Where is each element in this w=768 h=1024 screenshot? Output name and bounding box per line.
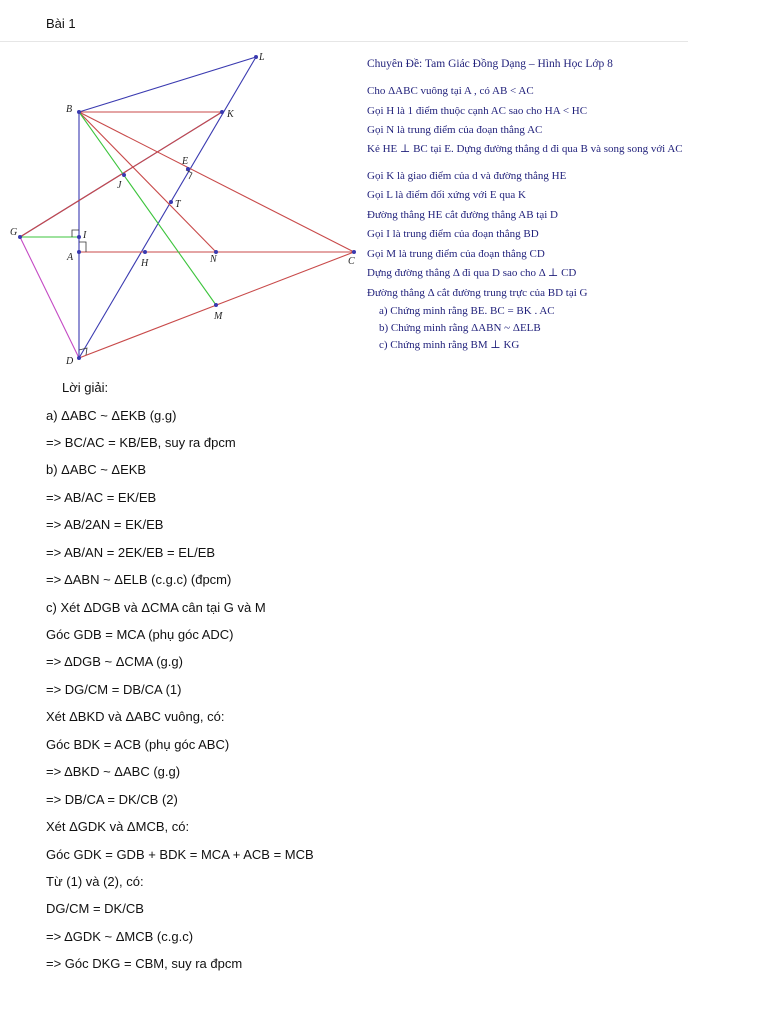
question-b: b) Chứng minh rằng ΔABN ~ ΔELB xyxy=(379,321,541,334)
solution-section xyxy=(46,380,314,984)
label-b: B xyxy=(66,104,73,115)
solution-line: => BC/AC = KB/EB, suy ra đpcm xyxy=(46,434,236,450)
point-h xyxy=(143,250,147,254)
solution-line: => ΔDGB ~ ΔCMA (g.g) xyxy=(46,654,183,670)
point-j xyxy=(122,173,126,177)
problem-line: Đường thẳng HE cắt đường thẳng AB tại D xyxy=(367,208,558,221)
point-b xyxy=(77,110,81,114)
point-k xyxy=(220,110,224,114)
solution-intro: Lời giải: xyxy=(62,380,109,395)
page-heading: Bài 1 xyxy=(46,16,76,31)
label-j: J xyxy=(117,180,122,191)
solution-line: b) ΔABC ~ ΔEKB xyxy=(46,462,147,478)
question-a: a) Chứng minh rằng BE. BC = BK . AC xyxy=(379,305,555,317)
point-c xyxy=(352,250,356,254)
solution-line: c) Xét ΔDGB và ΔCMA cân tại G và M xyxy=(46,599,266,615)
point-e xyxy=(186,167,190,171)
problem-line: Dựng đường thẳng Δ đi qua D sao cho Δ ⊥ CD xyxy=(367,267,577,279)
point-i xyxy=(77,235,81,239)
line-k-g xyxy=(20,112,222,237)
label-e: E xyxy=(182,156,189,167)
point-m xyxy=(214,303,218,307)
point-a xyxy=(77,250,81,254)
point-d xyxy=(77,356,81,360)
solution-line: Xét ΔGDK và ΔMCB, có: xyxy=(46,819,190,835)
solution-line: Từ (1) và (2), có: xyxy=(46,873,144,889)
problem-statement xyxy=(367,58,687,355)
problem-line: Đường thẳng Δ cắt đường trung trực của BD tại G xyxy=(367,286,588,299)
label-k: K xyxy=(227,109,234,120)
solution-line: Góc GDK = GDB + BDK = MCA + ACB = MCB xyxy=(46,846,314,862)
label-d: D xyxy=(66,356,74,367)
line-b-m xyxy=(79,112,216,305)
point-t xyxy=(169,200,173,204)
label-l: L xyxy=(259,52,265,63)
solution-line: => DB/CA = DK/CB (2) xyxy=(46,791,178,807)
question-c: c) Chứng minh rằng BM ⊥ KG xyxy=(379,339,520,351)
solution-line: => AB/AC = EK/EB xyxy=(46,489,157,505)
point-l xyxy=(254,55,258,59)
problem-line: Gọi L là điểm đối xứng với E qua K xyxy=(367,189,526,201)
solution-line: Góc GDB = MCA (phụ góc ADC) xyxy=(46,627,234,642)
solution-line: DG/CM = DK/CB xyxy=(46,901,144,917)
line-d-l xyxy=(79,57,256,358)
solution-line: => AB/2AN = EK/EB xyxy=(46,517,164,533)
point-g xyxy=(18,235,22,239)
solution-line: => ΔABN ~ ΔELB (c.g.c) (đpcm) xyxy=(46,572,232,588)
problem-line: Gọi I là trung điểm của đoạn thẳng BD xyxy=(367,228,539,240)
problem-figure xyxy=(0,41,688,372)
label-c: C xyxy=(348,256,355,267)
label-h: H xyxy=(141,258,149,269)
label-i: I xyxy=(83,230,87,241)
solution-line: a) ΔABC ~ ΔEKB (g.g) xyxy=(46,407,177,423)
problem-title: Chuyên Đề: Tam Giác Đồng Dạng – Hình Học Lớp 8 xyxy=(367,58,613,70)
problem-line: Cho ΔABC vuông tại A , có AB < AC xyxy=(367,85,534,97)
solution-line: Xét ΔBKD và ΔABC vuông, có: xyxy=(46,709,225,725)
label-m: M xyxy=(214,311,223,322)
solution-line: Góc BDK = ACB (phụ góc ABC) xyxy=(46,736,230,752)
problem-line: Gọi N là trung điểm của đoạn thẳng AC xyxy=(367,124,543,136)
problem-line: Gọi H là 1 điểm thuộc cạnh AC sao cho HA < HC xyxy=(367,104,588,117)
label-n: N xyxy=(210,254,217,265)
label-g: G xyxy=(10,227,18,238)
problem-line: Gọi K là giao điểm của d và đường thẳng HE xyxy=(367,169,567,182)
problem-line: Kẻ HE ⊥ BC tại E. Dựng đường thẳng d đi qua B và song song với AC xyxy=(367,142,683,155)
label-t: T xyxy=(175,199,181,210)
problem-line: Gọi M là trung điểm của đoạn thẳng CD xyxy=(367,247,545,260)
solution-line: => Góc DKG = CBM, suy ra đpcm xyxy=(46,956,243,972)
solution-line: => DG/CM = DB/CA (1) xyxy=(46,681,182,697)
line-b-n xyxy=(79,112,216,252)
line-b-l xyxy=(79,57,256,112)
label-a: A xyxy=(67,252,74,263)
geometry-diagram xyxy=(0,42,360,372)
solution-line: => ΔBKD ~ ΔABC (g.g) xyxy=(46,764,181,780)
solution-line: => ΔGDK ~ ΔMCB (c.g.c) xyxy=(46,928,194,944)
solution-line: => AB/AN = 2EK/EB = EL/EB xyxy=(46,544,216,560)
